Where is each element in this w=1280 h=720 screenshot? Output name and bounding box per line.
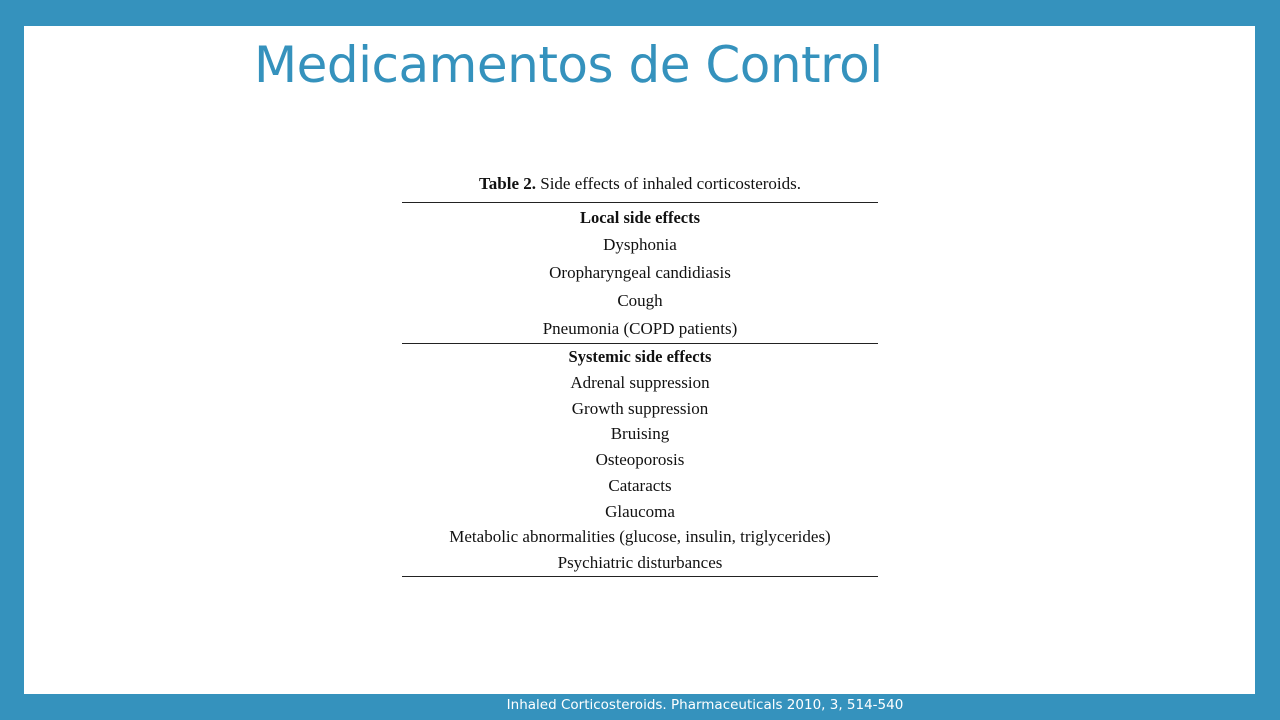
- list-item: Adrenal suppression: [570, 373, 710, 392]
- local-items-list: [402, 231, 878, 343]
- list-item: Glaucoma: [605, 501, 675, 521]
- list-item: Bruising: [610, 424, 670, 444]
- list-item: Osteoporosis: [595, 450, 685, 470]
- slide-canvas: [24, 26, 1255, 694]
- table-caption: [402, 170, 878, 202]
- table-bottom-rule: [402, 576, 878, 577]
- table-caption-label: Table 2.: [478, 174, 536, 193]
- list-item: Metabolic abnormalities (glucose, insulin, triglycerides): [449, 527, 831, 547]
- local-section: [402, 203, 878, 343]
- side-effects-table: [402, 170, 878, 577]
- slide-title: Medicamentos de Control: [254, 36, 883, 94]
- systemic-section: [402, 344, 878, 576]
- list-item: Dysphonia: [603, 235, 677, 254]
- list-item: Pneumonia (COPD patients): [542, 319, 738, 338]
- list-item: Growth suppression: [571, 398, 709, 418]
- list-item: Oropharyngeal candidiasis: [549, 263, 731, 282]
- source-citation: Inhaled Corticosteroids. Pharmaceuticals 2010, 3, 514-540: [506, 697, 904, 713]
- list-item: Cough: [617, 291, 663, 310]
- local-section-heading: Local side effects: [579, 208, 701, 227]
- systemic-items-list: [402, 370, 878, 576]
- systemic-section-heading: Systemic side effects: [568, 347, 712, 366]
- table-caption-text: Side effects of inhaled corticosteroids.: [536, 174, 801, 193]
- list-item: Cataracts: [608, 475, 672, 495]
- list-item: Psychiatric disturbances: [557, 552, 723, 572]
